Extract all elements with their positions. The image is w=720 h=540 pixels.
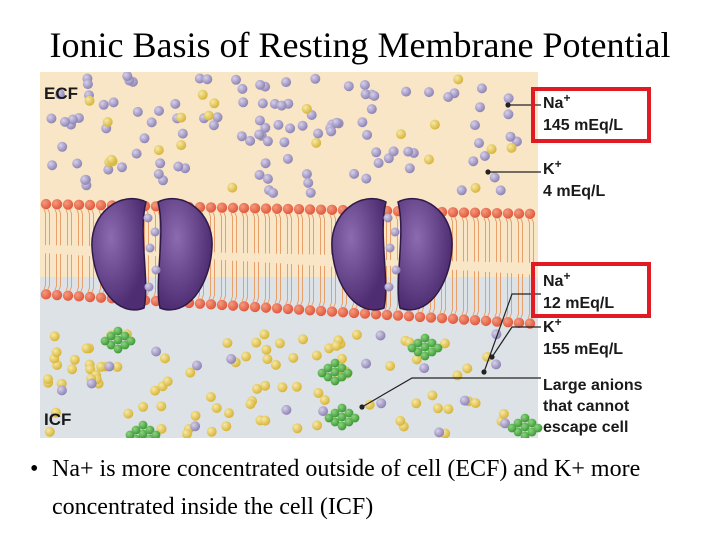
lipid-head — [41, 199, 51, 209]
k-ion — [261, 345, 271, 355]
k-ion — [298, 334, 308, 344]
na-ion — [298, 121, 308, 131]
anion — [508, 424, 517, 433]
k-ion — [156, 401, 166, 411]
na-ion — [147, 117, 157, 127]
anion — [434, 344, 443, 353]
na-ion — [403, 147, 413, 157]
lipid-head — [206, 299, 216, 309]
k-ion — [292, 423, 302, 433]
k-ion — [52, 347, 62, 357]
lipid-head — [327, 205, 337, 215]
k-ion — [198, 90, 208, 100]
k-ion — [70, 355, 80, 365]
anion — [351, 414, 360, 423]
lipid-head — [228, 300, 238, 310]
lipid-head — [525, 209, 535, 219]
na-ion-in-channel — [145, 283, 154, 292]
lipid-head — [206, 202, 216, 212]
na-ion — [434, 427, 444, 437]
na-ion — [504, 93, 514, 103]
k-ion — [204, 111, 214, 121]
na-ion — [460, 396, 470, 406]
k-ion — [207, 427, 217, 437]
na-ion — [313, 129, 323, 139]
na-ion — [273, 120, 283, 130]
na-ion — [104, 362, 114, 372]
na-ion — [231, 75, 241, 85]
k-ion — [209, 98, 219, 108]
lipid-head — [52, 290, 62, 300]
anion — [127, 337, 136, 346]
lipid-head — [382, 310, 392, 320]
k-ion — [443, 404, 453, 414]
na-ion — [140, 133, 150, 143]
na-ion — [376, 331, 386, 341]
lipid-head — [217, 300, 227, 310]
na-ion-in-channel — [386, 244, 395, 253]
k-ion — [352, 330, 362, 340]
lipid-head — [459, 314, 469, 324]
na-ion-in-channel — [391, 228, 400, 237]
na-ion — [306, 188, 316, 198]
na-ion — [226, 354, 236, 364]
k-ion — [191, 411, 201, 421]
k-ion — [312, 420, 322, 430]
anion — [408, 344, 417, 353]
lipid-head — [316, 306, 326, 316]
lipid-head — [316, 204, 326, 214]
na-ion — [369, 91, 379, 101]
lipid-head — [41, 289, 51, 299]
k-ion — [311, 138, 321, 148]
anion — [331, 359, 340, 368]
lipid-head — [448, 207, 458, 217]
leader-dot — [359, 404, 364, 409]
na-ion — [283, 154, 293, 164]
na-ion — [117, 162, 127, 172]
na-ion — [424, 87, 434, 97]
anion — [534, 424, 543, 433]
k-ion — [85, 96, 95, 106]
k-ion — [395, 416, 405, 426]
bullet-mark: • — [30, 456, 39, 482]
na-ion-in-channel — [392, 266, 401, 275]
k-ion — [433, 403, 443, 413]
lipid-head — [437, 313, 447, 323]
lipid-head — [52, 199, 62, 209]
leader-dot — [505, 102, 510, 107]
na-ion — [362, 130, 372, 140]
na-ion — [202, 74, 212, 84]
icf-label: ICF — [44, 410, 72, 429]
k-ion — [154, 145, 164, 155]
k-outside-concentration: 4 mEq/L — [543, 183, 606, 200]
na-ion — [496, 185, 506, 195]
lipid-head — [261, 302, 271, 312]
lipid-head — [426, 312, 436, 322]
na-ion — [60, 117, 70, 127]
na-ion — [263, 174, 273, 184]
na-ion — [132, 149, 142, 159]
lipid-head — [85, 200, 95, 210]
k-ion — [123, 409, 133, 419]
lipid-head — [459, 207, 469, 217]
anion — [139, 421, 148, 430]
na-ion — [361, 174, 371, 184]
na-ion — [192, 361, 202, 371]
lipid-head — [305, 305, 315, 315]
lipid-head — [261, 203, 271, 213]
k-ion — [471, 183, 481, 193]
lipid-head — [448, 314, 458, 324]
na-ion — [263, 136, 273, 146]
na-ion — [72, 159, 82, 169]
na-ion — [173, 162, 183, 172]
k-ion — [176, 140, 186, 150]
k-ion — [107, 155, 117, 165]
k-ion — [176, 113, 186, 123]
anion — [318, 369, 327, 378]
na-ion — [261, 158, 271, 168]
na-ion — [109, 97, 119, 107]
anion — [338, 422, 347, 431]
na-ion — [477, 83, 487, 93]
lipid-head — [503, 208, 513, 218]
na-ion — [302, 169, 312, 179]
k-ion — [462, 363, 472, 373]
k-outside-ion-label: K+ — [543, 157, 562, 178]
na-ion — [419, 363, 429, 373]
anion — [325, 414, 334, 423]
k-ion — [262, 354, 272, 364]
k-ion — [507, 143, 517, 153]
lipid-head — [492, 208, 502, 218]
na-ion — [506, 132, 516, 142]
lipid-head — [481, 208, 491, 218]
na-ion — [255, 116, 265, 126]
na-ion — [371, 147, 381, 157]
na-ion — [255, 80, 265, 90]
na-ion — [237, 84, 247, 94]
na-ion — [80, 175, 90, 185]
lipid-head — [481, 316, 491, 326]
na-ion — [361, 359, 371, 369]
lipid-head — [371, 309, 381, 319]
na-ion — [151, 347, 161, 357]
k-ion — [453, 74, 463, 84]
k-ion — [275, 338, 285, 348]
na-ion — [155, 158, 165, 168]
k-ion — [163, 376, 173, 386]
anion — [114, 327, 123, 336]
k-ion — [160, 353, 170, 363]
lipid-head — [228, 203, 238, 213]
na-ion — [268, 188, 278, 198]
na-inside-ion-label: Na+ — [543, 269, 571, 290]
na-ion — [57, 385, 67, 395]
lipid-head — [250, 203, 260, 213]
lipid-head — [217, 202, 227, 212]
k-ion — [222, 338, 232, 348]
lipid-head — [250, 302, 260, 312]
lipid-head — [470, 315, 480, 325]
anion — [421, 352, 430, 361]
k-ion — [67, 364, 77, 374]
na-ion — [468, 156, 478, 166]
k-ion — [312, 351, 322, 361]
membrane-diagram — [40, 72, 680, 438]
na-ion — [401, 87, 411, 97]
lipid-head — [74, 200, 84, 210]
na-ion — [258, 98, 268, 108]
na-ion — [457, 185, 467, 195]
k-ion — [430, 120, 440, 130]
anion — [338, 404, 347, 413]
k-ion — [224, 408, 234, 418]
k-ion — [50, 331, 60, 341]
leader-dot — [489, 354, 494, 359]
na-ion — [279, 137, 289, 147]
na-ion — [83, 79, 93, 89]
ecf-label: ECF — [44, 84, 78, 103]
k-ion — [252, 384, 262, 394]
lipid-head — [503, 317, 513, 327]
anion — [114, 345, 123, 354]
k-ion — [259, 329, 269, 339]
lipid-head — [74, 291, 84, 301]
k-ion — [227, 183, 237, 193]
k-ion — [499, 409, 509, 419]
k-ion — [292, 382, 302, 392]
anion — [521, 414, 530, 423]
na-ion — [490, 173, 500, 183]
lipid-head — [294, 204, 304, 214]
k-ion — [427, 390, 437, 400]
k-ion — [251, 338, 261, 348]
k-ion — [396, 129, 406, 139]
k-ion — [271, 360, 281, 370]
k-ion — [241, 352, 251, 362]
na-ion — [357, 117, 367, 127]
na-ion-in-channel — [151, 228, 160, 237]
k-ion — [245, 399, 255, 409]
bullet-text: Na+ is more concentrated outside of cell (ECF) and K+ more concentrated inside the cell (ICF) — [52, 456, 641, 520]
anion — [344, 369, 353, 378]
na-ion — [154, 106, 164, 116]
lipid-head — [272, 204, 282, 214]
lipid-head — [415, 312, 425, 322]
k-ion — [150, 386, 160, 396]
na-ion — [285, 123, 295, 133]
lipid-head — [239, 301, 249, 311]
na-ion — [190, 421, 200, 431]
na-ion — [237, 131, 247, 141]
k-ion — [138, 402, 148, 412]
k-ion — [212, 403, 222, 413]
na-ion — [474, 138, 484, 148]
na-ion — [491, 359, 501, 369]
lipid-head — [283, 304, 293, 314]
na-ion — [475, 102, 485, 112]
na-ion-in-channel — [384, 214, 393, 223]
na-ion — [46, 114, 56, 124]
k-ion — [288, 353, 298, 363]
na-ion — [367, 104, 377, 114]
leader-dot — [481, 369, 486, 374]
na-ion-in-channel — [146, 244, 155, 253]
lipid-head — [338, 307, 348, 317]
lipid-head — [305, 204, 315, 214]
na-ion — [154, 169, 164, 179]
na-ion — [178, 129, 188, 139]
k-ion — [385, 361, 395, 371]
k-ion — [411, 398, 421, 408]
na-ion — [170, 99, 180, 109]
k-ion — [221, 421, 231, 431]
na-ion — [376, 398, 386, 408]
na-inside-concentration: 12 mEq/L — [543, 295, 615, 312]
na-ion-in-channel — [152, 266, 161, 275]
na-ion — [303, 178, 313, 188]
na-ion — [389, 146, 399, 156]
k-ion — [103, 117, 113, 127]
lipid-head — [349, 308, 359, 318]
lipid-head — [404, 311, 414, 321]
k-ion — [424, 155, 434, 165]
k-ion — [302, 104, 312, 114]
lipid-head — [63, 290, 73, 300]
na-ion — [332, 118, 342, 128]
anion — [101, 337, 110, 346]
na-ion — [133, 107, 143, 117]
na-ion — [281, 77, 291, 87]
na-ion — [361, 89, 371, 99]
slide-title: Ionic Basis of Resting Membrane Potential — [49, 25, 671, 65]
lipid-head — [96, 292, 106, 302]
na-ion — [344, 81, 354, 91]
na-outside-ion-label: Na+ — [543, 91, 571, 112]
na-ion — [47, 160, 57, 170]
k-ion — [471, 398, 481, 408]
lipid-head — [470, 208, 480, 218]
k-inside-concentration: 155 mEq/L — [543, 341, 624, 358]
na-ion — [310, 74, 320, 84]
leader-dot — [485, 169, 490, 174]
na-ion — [281, 405, 291, 415]
k-ion — [206, 392, 216, 402]
na-ion — [405, 163, 415, 173]
na-outside-concentration: 145 mEq/L — [543, 117, 624, 134]
na-ion — [57, 142, 67, 152]
na-ion — [503, 109, 513, 119]
lipid-head — [283, 204, 293, 214]
na-ion — [349, 169, 359, 179]
lipid-head — [272, 303, 282, 313]
na-ion — [374, 158, 384, 168]
na-ion-in-channel — [385, 283, 394, 292]
lipid-head — [96, 200, 106, 210]
na-ion — [99, 100, 109, 110]
lipid-head — [85, 292, 95, 302]
na-ion — [360, 80, 370, 90]
anions-label-line-1: Large anions — [543, 377, 643, 394]
anions-label-line-2: that cannot — [543, 398, 630, 415]
lipid-head — [195, 298, 205, 308]
lipid-head — [327, 306, 337, 316]
lipid-head — [393, 310, 403, 320]
lipid-head — [63, 199, 73, 209]
k-ion — [260, 416, 270, 426]
na-ion — [443, 92, 453, 102]
anion — [331, 377, 340, 386]
anion — [421, 334, 430, 343]
lipid-head — [294, 304, 304, 314]
k-ion — [277, 382, 287, 392]
k-ion — [43, 374, 53, 384]
na-ion — [209, 120, 219, 130]
anions-label-line-3: escape cell — [543, 419, 629, 436]
na-ion — [238, 97, 248, 107]
k-ion — [313, 388, 323, 398]
k-ion — [487, 144, 497, 154]
na-ion — [87, 379, 97, 389]
k-inside-ion-label: K+ — [543, 315, 562, 336]
na-ion-in-channel — [144, 214, 153, 223]
na-ion — [277, 101, 287, 111]
lipid-head — [514, 208, 524, 218]
na-ion — [470, 120, 480, 130]
k-ion — [452, 370, 462, 380]
k-ion — [82, 343, 92, 353]
k-ion — [331, 341, 341, 351]
na-ion — [326, 126, 336, 136]
lipid-head — [239, 203, 249, 213]
